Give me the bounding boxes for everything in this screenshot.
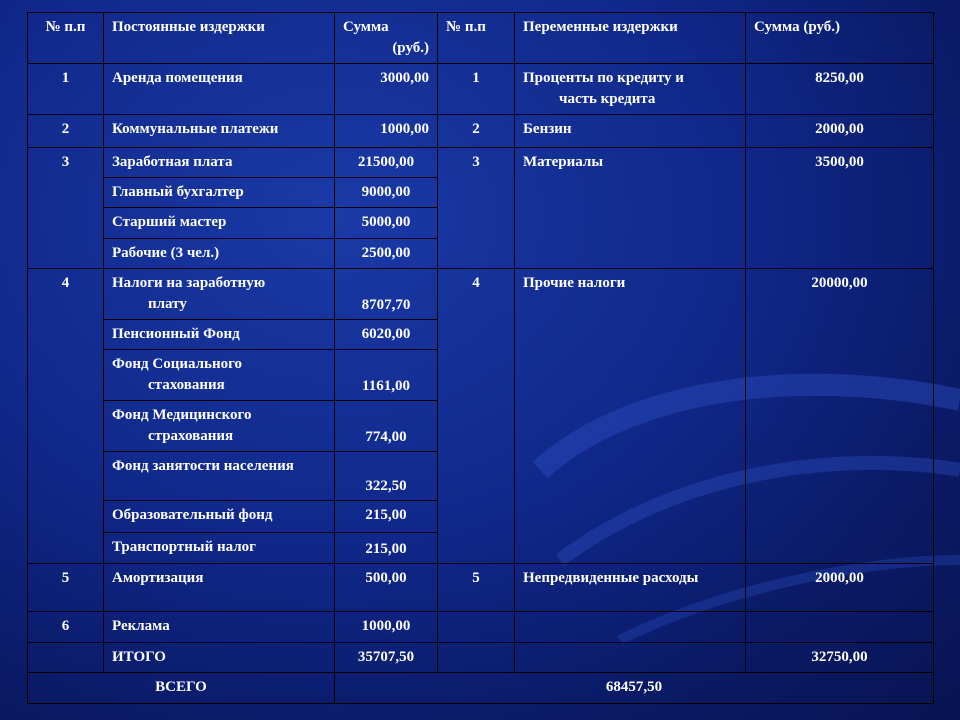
empty-cell bbox=[438, 612, 515, 643]
row-number: 6 bbox=[28, 612, 104, 643]
variable-cost-name-line2: часть кредита bbox=[559, 91, 656, 107]
variable-cost-sum: 3500,00 bbox=[746, 148, 934, 269]
variable-cost-name-line1: Проценты по кредиту и bbox=[523, 70, 684, 86]
variable-cost-sum: 20000,00 bbox=[746, 269, 934, 564]
fixed-cost-subitem-name bbox=[104, 401, 335, 452]
table-row bbox=[28, 64, 934, 115]
fixed-cost-subitem-name: Образовательный фонд bbox=[104, 501, 335, 533]
fixed-cost-name: Коммунальные платежи bbox=[104, 115, 335, 148]
fixed-cost-name: Заработная плата bbox=[104, 148, 335, 178]
total-row bbox=[28, 643, 934, 673]
header-row bbox=[28, 13, 934, 64]
total-fixed-sum: 35707,50 bbox=[335, 643, 438, 673]
fixed-cost-name: Аренда помещения bbox=[104, 64, 335, 115]
row-number: 3 bbox=[438, 148, 515, 269]
header-sum-fixed-line2: (руб.) bbox=[392, 40, 429, 56]
variable-cost-name: Прочие налоги bbox=[515, 269, 746, 564]
variable-cost-name: Бензин bbox=[515, 115, 746, 148]
table-row bbox=[28, 564, 934, 612]
fixed-cost-sum: 1000,00 bbox=[335, 612, 438, 643]
empty-cell bbox=[515, 612, 746, 643]
fixed-cost-subitem-sum: 2500,00 bbox=[335, 239, 438, 269]
fixed-cost-subitem-sum: 215,00 bbox=[335, 501, 438, 533]
fixed-cost-sum: 1000,00 bbox=[335, 115, 438, 148]
fixed-cost-subitem-name-line2: стахования bbox=[148, 377, 225, 393]
row-number: 4 bbox=[438, 269, 515, 564]
fixed-cost-name-line1: Налоги на заработную bbox=[112, 275, 266, 291]
fixed-cost-subitem-sum: 774,00 bbox=[335, 401, 438, 452]
fixed-cost-subitem-name-line1: Фонд Социального bbox=[112, 356, 243, 372]
total-variable-sum: 32750,00 bbox=[746, 643, 934, 673]
fixed-cost-name-line2: плату bbox=[148, 296, 187, 312]
total-label: ИТОГО bbox=[104, 643, 335, 673]
table-row bbox=[28, 269, 934, 320]
fixed-cost-subitem-sum: 5000,00 bbox=[335, 208, 438, 239]
grand-total-sum: 68457,50 bbox=[335, 673, 934, 704]
variable-cost-name: Материалы bbox=[515, 148, 746, 269]
fixed-cost-subitem-name: Старший мастер bbox=[104, 208, 335, 239]
row-number: 2 bbox=[438, 115, 515, 148]
fixed-cost-subitem-name-line1: Фонд Медицинского bbox=[112, 407, 252, 423]
row-number: 1 bbox=[438, 64, 515, 115]
row-number: 2 bbox=[28, 115, 104, 148]
fixed-cost-subitem-sum: 215,00 bbox=[335, 533, 438, 564]
table-row bbox=[28, 148, 934, 178]
fixed-cost-name bbox=[104, 269, 335, 320]
empty-cell bbox=[746, 612, 934, 643]
costs-table bbox=[27, 12, 934, 704]
row-number: 5 bbox=[28, 564, 104, 612]
empty-cell bbox=[515, 643, 746, 673]
variable-cost-sum: 2000,00 bbox=[746, 115, 934, 148]
table-row bbox=[28, 612, 934, 643]
variable-cost-name: Непредвиденные расходы bbox=[515, 564, 746, 612]
fixed-cost-subitem-sum: 6020,00 bbox=[335, 320, 438, 350]
empty-cell bbox=[438, 643, 515, 673]
row-number: 5 bbox=[438, 564, 515, 612]
fixed-cost-subitem-sum: 1161,00 bbox=[335, 350, 438, 401]
fixed-cost-subitem-name-line2: страхования bbox=[148, 428, 234, 444]
row-number: 1 bbox=[28, 64, 104, 115]
header-num-fixed: № п.п bbox=[28, 13, 104, 64]
fixed-cost-sum: 500,00 bbox=[335, 564, 438, 612]
header-num-variable: № п.п bbox=[438, 13, 515, 64]
variable-cost-sum: 8250,00 bbox=[746, 64, 934, 115]
grand-total-label: ВСЕГО bbox=[28, 673, 335, 704]
fixed-cost-subitem-sum: 322,50 bbox=[335, 452, 438, 501]
header-sum-fixed bbox=[335, 13, 438, 64]
fixed-cost-subitem-name: Рабочие (3 чел.) bbox=[104, 239, 335, 269]
fixed-cost-subitem-name bbox=[104, 350, 335, 401]
fixed-cost-subitem-name: Транспортный налог bbox=[104, 533, 335, 564]
empty-cell bbox=[28, 643, 104, 673]
row-number: 3 bbox=[28, 148, 104, 269]
header-variable-costs: Переменные издержки bbox=[515, 13, 746, 64]
row-number: 4 bbox=[28, 269, 104, 564]
header-sum-variable: Сумма (руб.) bbox=[746, 13, 934, 64]
fixed-cost-subitem-sum: 9000,00 bbox=[335, 178, 438, 208]
fixed-cost-sum: 3000,00 bbox=[335, 64, 438, 115]
fixed-cost-subitem-name: Пенсионный Фонд bbox=[104, 320, 335, 350]
table-row bbox=[28, 115, 934, 148]
variable-cost-name bbox=[515, 64, 746, 115]
fixed-cost-name: Амортизация bbox=[104, 564, 335, 612]
fixed-cost-subitem-name: Главный бухгалтер bbox=[104, 178, 335, 208]
header-fixed-costs: Постоянные издержки bbox=[104, 13, 335, 64]
fixed-cost-subitem-name: Фонд занятости населения bbox=[104, 452, 335, 501]
fixed-cost-sum: 21500,00 bbox=[335, 148, 438, 178]
variable-cost-sum: 2000,00 bbox=[746, 564, 934, 612]
grand-total-row bbox=[28, 673, 934, 704]
header-sum-fixed-line1: Сумма bbox=[343, 19, 389, 35]
fixed-cost-sum: 8707,70 bbox=[335, 269, 438, 320]
fixed-cost-name: Реклама bbox=[104, 612, 335, 643]
